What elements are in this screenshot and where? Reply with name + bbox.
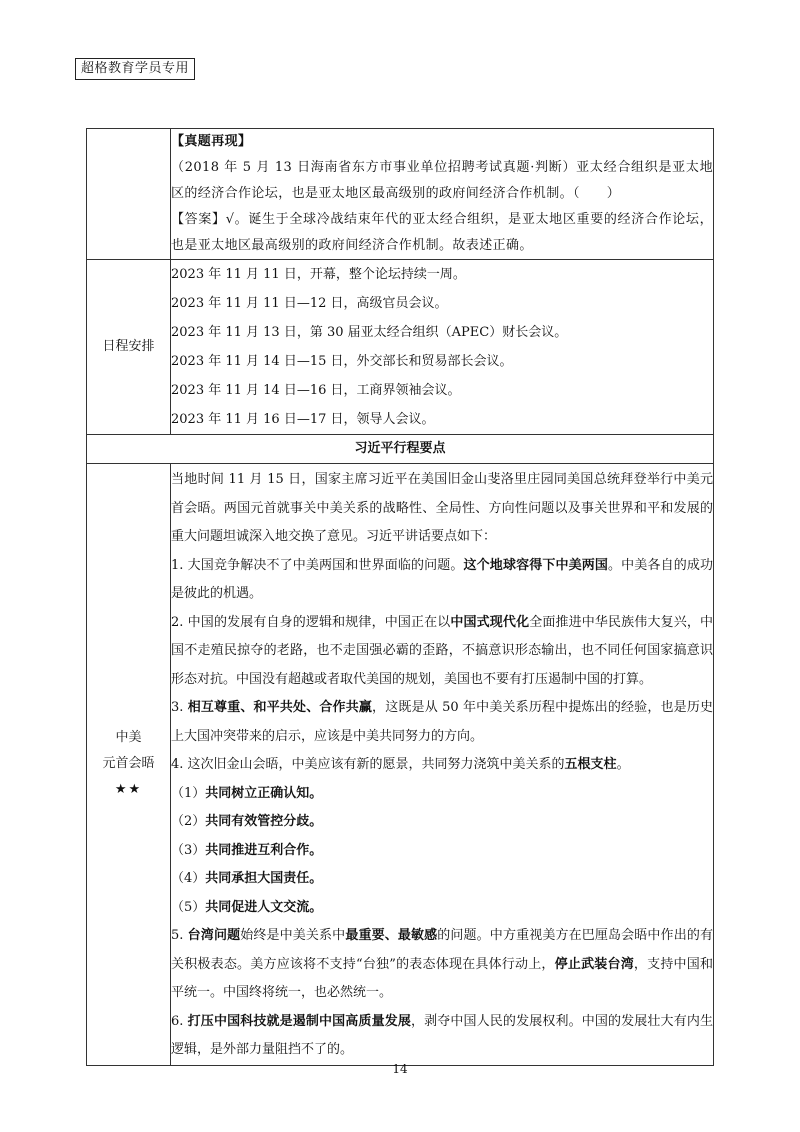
point-4: 4. 这次旧金山会晤，中美应该有新的愿景，共同努力浇筑中美关系的五根支柱。 — [171, 757, 630, 772]
meeting-label — [87, 464, 171, 1066]
pillar-item: （1）共同树立正确认知。 — [171, 785, 323, 801]
exam-question: （2018 年 5 月 13 日海南省东方市事业单位招聘考试真题·判断）亚太经合组织是亚太地区的经济合作论坛，也是亚太地区最高级别的政府间经济合作机制。（ ） — [171, 160, 713, 201]
schedule-item: 2023 年 11 月 11 日，开幕，整个论坛持续一周。 — [171, 267, 466, 282]
content-table — [86, 128, 714, 1066]
page-number: 14 — [392, 1062, 408, 1076]
meeting-intro: 当地时间 11 月 15 日，国家主席习近平在美国旧金山斐洛里庄园同美国总统拜登举行中美元首会晤。两国元首就事关中美关系的战略性、全局性、方向性问题以及事关世界和平和发展的重大问题坦诚深入地交换了意见。习近平讲话要点如下： — [171, 472, 713, 544]
schedule-item: 2023 年 11 月 14 日—15 日，外交部长和贸易部长会议。 — [171, 354, 513, 369]
watermark-header: 超格教育学员专用 — [75, 58, 195, 80]
point-5: 5. 台湾问题始终是中美关系中最重要、最敏感的问题。中方重视美方在巴厘岛会晤中作出的有关积极表态。美方应该将不支持“台独”的表态体现在具体行动上，停止武装台湾，支持中国和平统一。中国终将统一，也必然统一。 — [171, 928, 713, 1000]
schedule-label: 日程安排 — [87, 260, 171, 435]
schedule-item: 2023 年 11 月 14 日—16 日，工商界领袖会议。 — [171, 383, 461, 398]
importance-stars: ★★ — [114, 782, 143, 798]
exam-label-cell — [87, 129, 171, 260]
exam-row — [87, 129, 714, 260]
schedule-item: 2023 年 11 月 13 日，第 30 届亚太经合组织（APEC）财长会议。 — [171, 325, 568, 340]
point-2: 2. 中国的发展有自身的逻辑和规律，中国正在以中国式现代化全面推进中华民族伟大复兴，中国不走殖民掠夺的老路，也不走国强必霸的歪路，不搞意识形态输出，也不同任何国家搞意识形态对抗。中国没有超越或者取代美国的规划，美国也不要有打压遏制中国的打算。 — [171, 614, 713, 687]
exam-title: 【真题再现】 — [171, 134, 252, 149]
schedule-item: 2023 年 11 月 11 日—12 日，高级官员会议。 — [171, 296, 448, 311]
section-title: 习近平行程要点 — [87, 435, 714, 464]
exam-answer: 【答案】√。诞生于全球冷战结束年代的亚太经合组织，是亚太地区重要的经济合作论坛，也是亚太地区最高级别的政府间经济合作机制。故表述正确。 — [171, 212, 713, 253]
meeting-label-line2: 元首会晤 — [102, 756, 155, 772]
meeting-row — [87, 464, 714, 1066]
meeting-content — [171, 464, 714, 1066]
pillar-item: （3）共同推进互利合作。 — [171, 842, 323, 858]
exam-content — [171, 129, 714, 260]
point-6: 6. 打压中国科技就是遏制中国高质量发展，剥夺中国人民的发展权利。中国的发展壮大有内生逻辑，是外部力量阻挡不了的。 — [171, 1013, 713, 1057]
meeting-label-line1: 中美 — [115, 730, 142, 746]
pillar-item: （5）共同促进人文交流。 — [171, 899, 323, 915]
point-3: 3. 相互尊重、和平共处、合作共赢，这既是从 50 年中美关系历程中提炼出的经验，也是历史上大国冲突带来的启示，应该是中美共同努力的方向。 — [171, 700, 713, 744]
section-header-row — [87, 435, 714, 464]
schedule-item: 2023 年 11 月 16 日—17 日，领导人会议。 — [171, 412, 435, 427]
point-1: 1. 大国竞争解决不了中美两国和世界面临的问题。这个地球容得下中美两国。中美各自的成功是彼此的机遇。 — [171, 557, 713, 601]
pillar-item: （2）共同有效管控分歧。 — [171, 814, 323, 829]
schedule-row — [87, 260, 714, 435]
pillar-item: （4）共同承担大国责任。 — [171, 871, 323, 886]
schedule-list — [171, 260, 714, 435]
